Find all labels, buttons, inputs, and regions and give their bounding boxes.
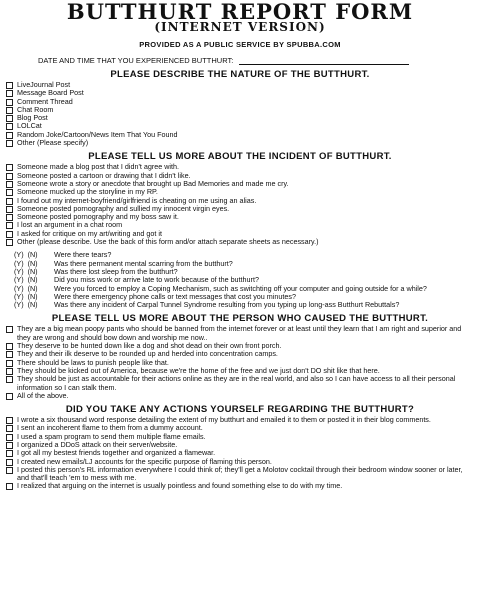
yes-no-question — [6, 301, 474, 309]
checkbox[interactable] — [6, 442, 13, 449]
yes-no-questions — [6, 251, 474, 309]
checklist-item — [6, 325, 474, 342]
checklist-item-label: Random Joke/Cartoon/News Item That You Found — [17, 129, 178, 139]
checkbox[interactable] — [6, 483, 13, 490]
checklist-item-label: LOLCat — [17, 121, 42, 131]
yes-no-options[interactable]: (Y) (N) — [14, 258, 38, 268]
checkbox[interactable] — [6, 123, 13, 130]
checkbox[interactable] — [6, 189, 13, 196]
checklist-item-label: I realized that arguing on the internet is usually pointless and found something else to do with my time. — [17, 481, 343, 491]
checkbox[interactable] — [6, 434, 13, 441]
checklist-item — [6, 139, 474, 147]
checkbox[interactable] — [6, 326, 13, 333]
checkbox[interactable] — [6, 239, 13, 246]
yes-no-options[interactable]: (Y) (N) — [14, 283, 38, 293]
question-text: Did you miss work or arrive late to work because of the butthurt? — [54, 275, 259, 285]
date-row — [6, 56, 474, 65]
checklist-item-label: They and their ilk deserve to be rounded up and herded into concentration camps. — [17, 349, 278, 359]
checkbox[interactable] — [6, 343, 13, 350]
checklist-item-label: Someone posted pornography and sullied my innocent virgin eyes. — [17, 203, 230, 213]
checklist-item-label: I lost an argument in a chat room — [17, 220, 123, 230]
checklist-item-label: Chat Room — [17, 104, 54, 114]
question-text: Were you forced to employ a Coping Mechanism, such as switchting off your computer and going outside for a while? — [54, 283, 427, 293]
checkbox[interactable] — [6, 450, 13, 457]
checkbox[interactable] — [6, 467, 13, 474]
checklist-item-label: There should be laws to punish people like that. — [17, 357, 169, 367]
checklist-item — [6, 482, 474, 490]
yes-no-options[interactable]: (Y) (N) — [14, 250, 38, 260]
checklist-item-label: I wrote a six thousand word response detailing the extent of my butthurt and emailed it to them or posted it in their blog comments. — [17, 415, 431, 425]
checkbox[interactable] — [6, 417, 13, 424]
checklist-item-label: I got all my bestest friends together and organized a flamewar. — [17, 448, 216, 458]
checklist-item-label: I asked for critique on my art/writing and got it — [17, 228, 163, 238]
section4-heading: DID YOU TAKE ANY ACTIONS YOURSELF REGARDING THE BUTTHURT? — [65, 404, 415, 416]
butthurt-report-form — [0, 2, 480, 602]
person-checklist — [6, 325, 474, 400]
checkbox[interactable] — [6, 173, 13, 180]
checkbox[interactable] — [6, 115, 13, 122]
checklist-item — [6, 98, 474, 106]
checkbox[interactable] — [6, 351, 13, 358]
yes-no-options[interactable]: (Y) (N) — [14, 300, 38, 310]
checklist-item-label: They deserve to be hunted down like a dog and shot dead on their own front porch. — [17, 341, 282, 351]
checkbox[interactable] — [6, 99, 13, 106]
checkbox[interactable] — [6, 425, 13, 432]
question-text: Was there permanent mental scarring from the butthurt? — [54, 258, 233, 268]
checklist-item-label: Someone made a blog post that I didn't agree with. — [17, 162, 179, 172]
yes-no-options[interactable]: (Y) (N) — [14, 291, 38, 301]
yes-no-options[interactable]: (Y) (N) — [14, 275, 38, 285]
checkbox[interactable] — [6, 90, 13, 97]
checklist-item-label: They should be kicked out of America, because we're the home of the free and we just don't DO shit like that here. — [17, 365, 380, 375]
form-title: BUTTHURT REPORT FORM — [66, 0, 414, 24]
service-note: PROVIDED AS A PUBLIC SERVICE BY SPUBBA.COM — [139, 40, 341, 49]
checklist-item-label: Comment Thread — [17, 96, 73, 106]
checklist-item — [6, 392, 474, 400]
checklist-item-label: Other (Please specify) — [17, 138, 89, 148]
checklist-item — [6, 106, 474, 114]
checklist-item-label: Message Board Post — [17, 88, 84, 98]
checklist-item-label: I organized a DDoS attack on their server/website. — [17, 439, 178, 449]
incident-checklist — [6, 163, 474, 246]
checkbox[interactable] — [6, 231, 13, 238]
question-text: Was there any incident of Carpal Tunnel Syndrome resulting from you typing up long-ass Butthurt Rebuttals? — [54, 300, 400, 310]
question-text: Were there tears? — [54, 250, 112, 260]
checkbox[interactable] — [6, 360, 13, 367]
checklist-item-label: Someone posted pornography and my boss saw it. — [17, 212, 179, 222]
checklist-item — [6, 238, 474, 246]
checklist-item-label: They are a big mean poopy pants who should be banned from the internet forever or at least until they learn that I am right and superior and they are wrong and should bow down and worship me now.. — [17, 324, 462, 342]
checklist-item-label: Someone posted a cartoon or drawing that I didn't like. — [17, 170, 191, 180]
nature-checklist — [6, 81, 474, 147]
checklist-item — [6, 89, 474, 97]
section1-heading: PLEASE DESCRIBE THE NATURE OF THE BUTTHURT. — [110, 69, 370, 80]
question-text: Was there lost sleep from the butthurt? — [54, 266, 178, 276]
checkbox[interactable] — [6, 198, 13, 205]
checklist-item — [6, 375, 474, 392]
yes-no-options[interactable]: (Y) (N) — [14, 266, 38, 276]
checklist-item-label: I posted this person's RL information everywhere I could think of; they'll get a Molotov cocktail through their bedroom window sooner or later, and that'll teach 'em to mess with me. — [17, 464, 463, 483]
checkbox[interactable] — [6, 376, 13, 383]
checkbox[interactable] — [6, 132, 13, 139]
checklist-item-label: I sent an incoherent flame to them from a dummy account. — [17, 423, 203, 433]
checkbox[interactable] — [6, 214, 13, 221]
checklist-item-label: Someone wrote a story or anecdote that brought up Bad Memories and made me cry. — [17, 178, 289, 188]
checklist-item-label: LiveJournal Post — [17, 80, 71, 89]
checklist-item-label: Other (please describe. Use the back of this form and/or attach separate sheets as necessary.) — [17, 237, 319, 247]
date-input-line[interactable] — [239, 56, 409, 65]
checklist-item-label: I used a spam program to send them multiple flame emails. — [17, 431, 206, 441]
checklist-item-label: I found out my internet-boyfriend/girlfriend is cheating on me using an alias. — [17, 195, 257, 205]
checkbox[interactable] — [6, 107, 13, 114]
checkbox[interactable] — [6, 164, 13, 171]
form-subtitle: (INTERNET VERSION) — [154, 20, 326, 34]
checklist-item-label: Blog Post — [17, 113, 48, 123]
checkbox[interactable] — [6, 222, 13, 229]
date-label: DATE AND TIME THAT YOU EXPERIENCED BUTTHURT: — [38, 56, 234, 65]
actions-checklist — [6, 416, 474, 491]
checkbox[interactable] — [6, 140, 13, 147]
section2-heading: PLEASE TELL US MORE ABOUT THE INCIDENT OF BUTTHURT. — [88, 151, 392, 163]
checklist-item-label: Someone mucked up the storyline in my RP. — [17, 187, 158, 197]
checkbox[interactable] — [6, 368, 13, 375]
checkbox[interactable] — [6, 181, 13, 188]
checklist-item — [6, 114, 474, 122]
checkbox[interactable] — [6, 459, 13, 466]
checklist-item-label: They should be just as accountable for their actions online as they are in the real world, and also so I can have access to all their personal information so I can stalk them. — [17, 374, 456, 392]
section3-heading: PLEASE TELL US MORE ABOUT THE PERSON WHO CAUSED THE BUTTHURT. — [51, 313, 429, 325]
checkbox[interactable] — [6, 393, 13, 400]
checkbox[interactable] — [6, 82, 13, 89]
checkbox[interactable] — [6, 206, 13, 213]
checklist-item — [6, 466, 474, 483]
checklist-item-label: All of the above. — [17, 390, 69, 400]
checklist-item-label: I created new emails/LJ accounts for the specific purpose of flaming this person. — [17, 456, 272, 466]
question-text: Were there emergency phone calls or text messages that cost you minutes? — [54, 291, 296, 301]
